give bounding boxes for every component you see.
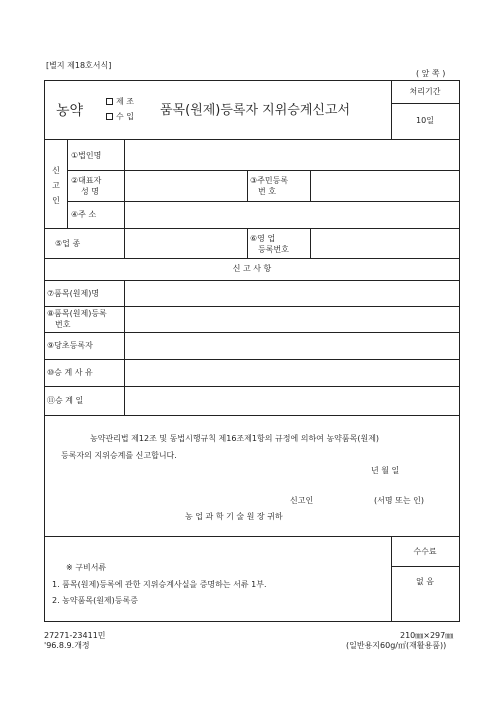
original-registrant-label: ⑨당초등록자 <box>47 341 93 350</box>
corp-name-field[interactable] <box>125 140 459 169</box>
paper-size: 210㎜×297㎜ <box>400 631 454 640</box>
divider <box>44 415 460 416</box>
addressee: 농 업 과 학 기 술 원 장 귀하 <box>185 512 283 521</box>
divider <box>44 536 460 537</box>
divider <box>247 170 248 201</box>
applicant-section-label: 신 고 인 <box>52 166 60 205</box>
divider <box>391 103 459 104</box>
processing-period-label: 처리기간 <box>409 87 441 96</box>
business-type-field[interactable] <box>125 229 246 257</box>
import-checkbox[interactable] <box>106 113 113 120</box>
business-type-label: ⑤업 종 <box>55 239 81 248</box>
statement-line-1: 농약관리법 제12조 및 동법시행규칙 제16조제1항의 규정에 의하여 농약품목(원제) <box>90 434 380 443</box>
revision-date: '96.8.9.개정 <box>44 641 90 650</box>
processing-period-value: 10일 <box>416 116 434 125</box>
product-name-label: ⑦품목(원제)명 <box>47 289 100 298</box>
documents-item-2: 2. 농약품목(원제)등록증 <box>52 596 138 605</box>
corp-name-label: ①법인명 <box>71 151 102 160</box>
manufacture-checkbox[interactable] <box>106 98 113 105</box>
license-no-label-1: ⑥영 업 <box>250 234 276 243</box>
option-import[interactable] <box>106 112 134 122</box>
resident-no-field[interactable] <box>311 171 459 200</box>
manufacture-label: 제 조 <box>116 97 134 106</box>
divider <box>247 228 248 258</box>
statement-line-2: 등록자의 지위승계를 신고합니다. <box>61 451 177 460</box>
documents-heading: ※ 구비서류 <box>66 563 107 572</box>
succession-date-label: ⑪승 계 일 <box>47 396 84 405</box>
documents-item-1: 1. 품목(원제)등록에 관한 지위승계사실을 증명하는 서류 1부. <box>52 580 267 589</box>
fee-value: 없 음 <box>416 577 434 586</box>
reg-no-label-1: ⑧품목(원제)등록 <box>47 309 107 318</box>
form-number: [별지 제18호서식] <box>46 61 112 70</box>
resident-no-label-1: ③주민등록 <box>250 176 289 185</box>
form-title: 품목(원제)등록자 지위승계신고서 <box>160 103 351 118</box>
reg-no-label-2: 번호 <box>55 320 71 329</box>
rep-name-field[interactable] <box>125 171 246 200</box>
product-name-field[interactable] <box>125 281 459 305</box>
rep-name-label-1: ②대표자 <box>71 176 102 185</box>
original-registrant-field[interactable] <box>125 333 459 358</box>
resident-no-label-2: 번 호 <box>258 187 276 196</box>
divider <box>44 258 460 259</box>
license-no-label-2: 등록번호 <box>258 245 289 254</box>
divider <box>391 566 459 567</box>
agrochemical-label: 농약 <box>56 103 84 119</box>
fee-label: 수수료 <box>413 547 437 556</box>
succession-reason-label: ⑩승 계 사 유 <box>47 368 93 377</box>
import-label: 수 입 <box>116 112 134 121</box>
divider <box>67 139 68 228</box>
address-field[interactable] <box>125 202 459 227</box>
reporter-label: 신고인 <box>290 496 314 505</box>
rep-name-label-2: 성 명 <box>81 187 99 196</box>
form-code: 27271-23411민 <box>44 631 106 640</box>
reg-no-field[interactable] <box>125 307 459 331</box>
signature-label: (서명 또는 인) <box>374 496 424 505</box>
option-manufacture[interactable] <box>106 97 134 107</box>
paper-spec: (일반용지60g/㎡(재활용품)) <box>346 641 447 650</box>
license-no-field[interactable] <box>311 229 459 257</box>
succession-date-field[interactable] <box>125 387 459 414</box>
statement-date: 년 월 일 <box>371 466 400 475</box>
address-label: ④주 소 <box>71 210 97 219</box>
page-side-label: ( 앞 쪽 ) <box>416 69 446 78</box>
succession-reason-field[interactable] <box>125 360 459 385</box>
report-section-heading: 신 고 사 항 <box>232 264 272 273</box>
